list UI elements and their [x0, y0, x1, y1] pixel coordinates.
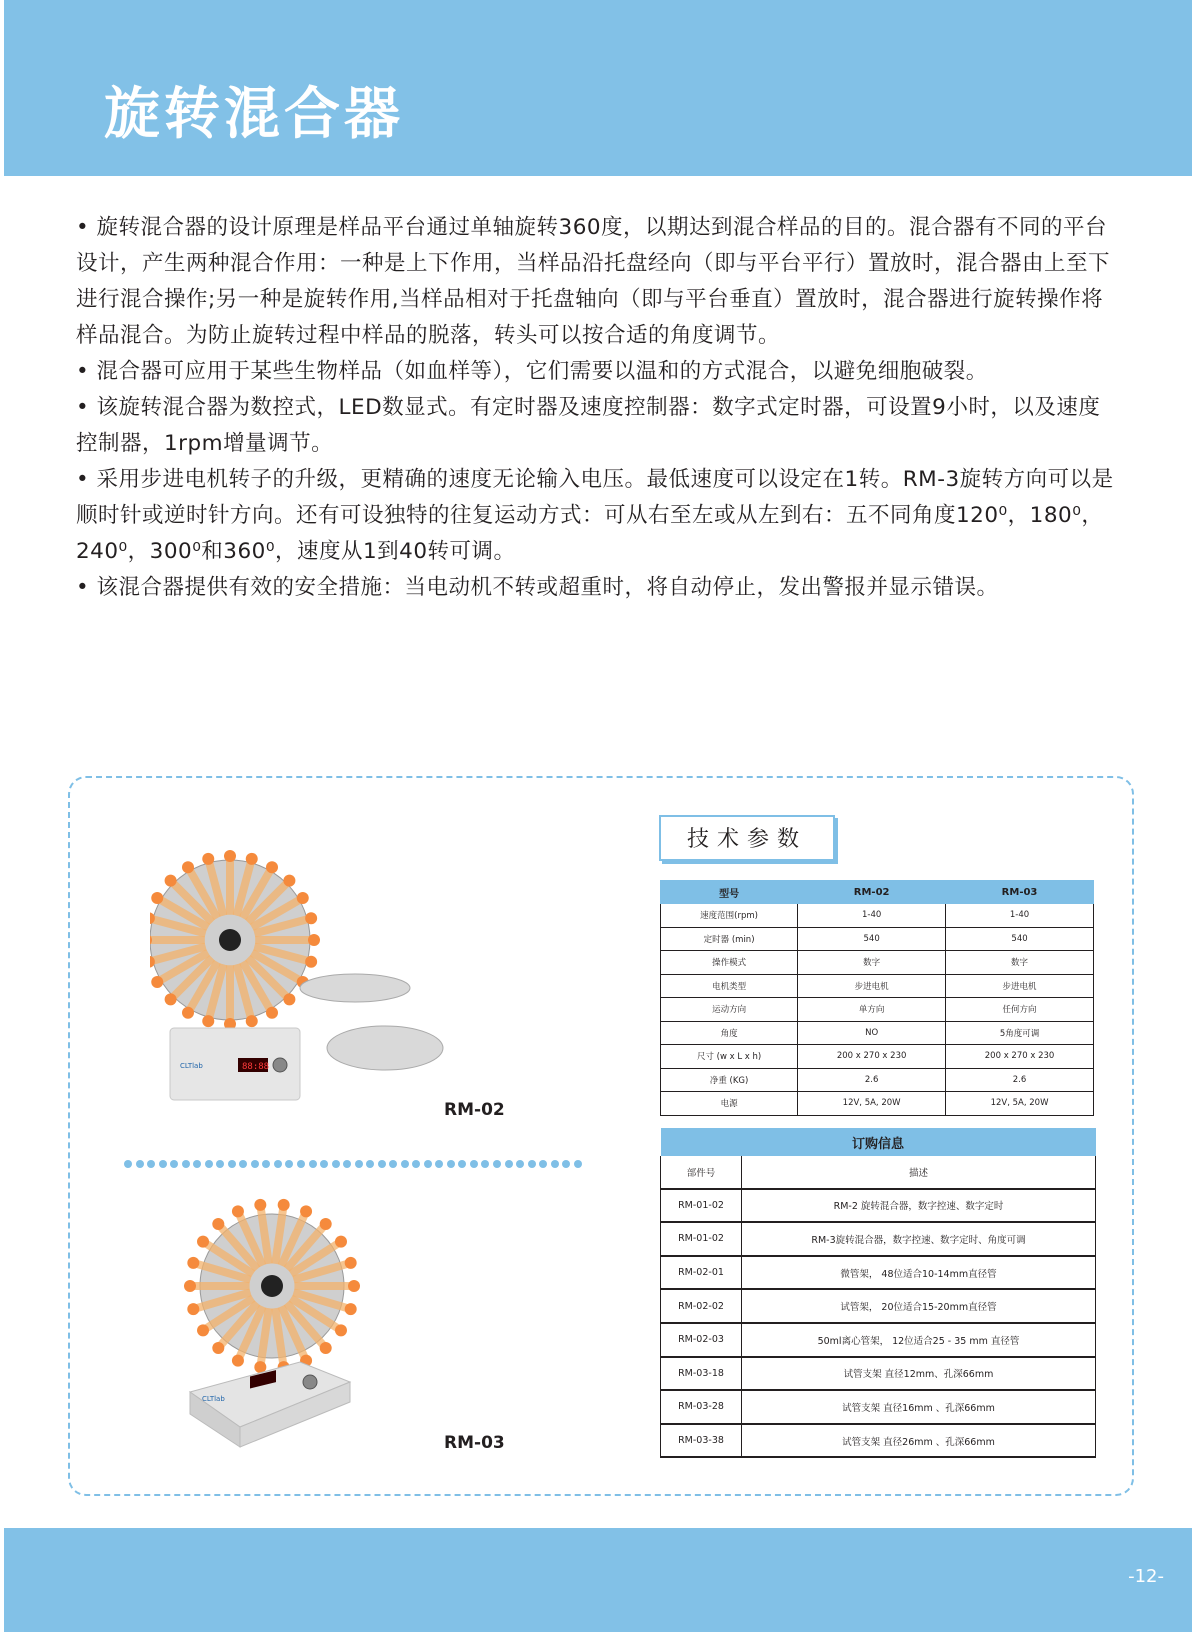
spec-cell: 540	[798, 927, 946, 951]
divider-dot	[124, 1160, 132, 1168]
spec-cell: 1-40	[946, 904, 1094, 928]
tube-cap	[345, 1303, 357, 1315]
spec-cell: 数字	[946, 951, 1094, 975]
spec-cell: 定时器 (min)	[661, 927, 798, 951]
tube-cap	[232, 1355, 244, 1367]
intro-paragraph: • 该混合器提供有效的安全措施：当电动机不转或超重时，将自动停止，发出警报并显示错误。	[76, 575, 999, 600]
tube-cap	[224, 850, 236, 862]
tube-cap	[345, 1257, 357, 1269]
divider-dot	[239, 1160, 247, 1168]
tube-cap	[197, 1324, 209, 1336]
divider-dot	[228, 1160, 236, 1168]
table-row	[661, 1289, 1096, 1323]
divider-dot	[505, 1160, 513, 1168]
tube-cap	[283, 993, 295, 1005]
spec-cell: 12V, 5A, 20W	[798, 1092, 946, 1116]
rm03-brand-logo: CLTlab	[202, 1395, 225, 1403]
spec-cell: 单方向	[798, 998, 946, 1022]
divider-dot	[170, 1160, 178, 1168]
divider-dot	[435, 1160, 443, 1168]
table-row	[661, 1189, 1096, 1223]
page-title: 旋转混合器	[104, 82, 404, 147]
spec-table	[660, 880, 1094, 1116]
rm02-brand-logo: CLTlab	[180, 1062, 203, 1070]
tube-cap	[297, 892, 309, 904]
order-table	[660, 1128, 1096, 1458]
tube-cap	[266, 861, 278, 873]
spec-header-row	[661, 881, 1094, 904]
spec-cell: 5角度可调	[946, 1021, 1094, 1045]
divider-dot	[562, 1160, 570, 1168]
spec-cell: 运动方向	[661, 998, 798, 1022]
table-row	[661, 1357, 1096, 1391]
divider-dot	[205, 1160, 213, 1168]
tube-cap	[283, 875, 295, 887]
rotor-knob	[261, 1275, 283, 1297]
tube-cap	[202, 1015, 214, 1027]
divider-dot	[539, 1160, 547, 1168]
tube-cap	[184, 1280, 196, 1292]
divider-dot	[136, 1160, 144, 1168]
spec-cell: 尺寸 (w x L x h)	[661, 1045, 798, 1069]
table-row	[661, 927, 1094, 951]
table-row	[661, 998, 1094, 1022]
spec-header-cell: 型号	[661, 881, 798, 904]
divider-dot	[182, 1160, 190, 1168]
divider-dot	[470, 1160, 478, 1168]
rm03-label: RM-03	[444, 1433, 505, 1453]
order-cell: 微管架， 48位适合10-14mm直径管	[742, 1256, 1096, 1290]
rm02-product-image	[150, 848, 450, 1108]
header-band	[4, 0, 1192, 176]
tube-cap	[165, 875, 177, 887]
spec-cell: 2.6	[798, 1068, 946, 1092]
order-cell: RM-01-02	[661, 1222, 742, 1256]
svg-text:88:88: 88:88	[242, 1062, 270, 1072]
divider-dot	[481, 1160, 489, 1168]
table-row	[661, 951, 1094, 975]
tube-cap	[212, 1218, 224, 1230]
tube-cap	[246, 1015, 258, 1027]
divider-dot	[193, 1160, 201, 1168]
tube-cap	[278, 1199, 290, 1211]
order-cell: 试管支架 直径16mm 、孔深66mm	[742, 1390, 1096, 1424]
spec-cell: NO	[798, 1021, 946, 1045]
spec-cell: 200 x 270 x 230	[798, 1045, 946, 1069]
tube-cap	[187, 1303, 199, 1315]
order-cell: RM-03-28	[661, 1390, 742, 1424]
divider-dot	[366, 1160, 374, 1168]
divider-dot	[447, 1160, 455, 1168]
tube-cap	[266, 1007, 278, 1019]
rm02-rotor	[150, 850, 320, 1030]
table-row	[661, 974, 1094, 998]
tube-cap	[320, 1218, 332, 1230]
table-row	[661, 1092, 1094, 1116]
spec-header-cell: RM-02	[798, 881, 946, 904]
table-row	[661, 1045, 1094, 1069]
tube-cap	[348, 1280, 360, 1292]
table-row	[661, 1323, 1096, 1357]
tube-cap	[335, 1236, 347, 1248]
divider-dot	[251, 1160, 259, 1168]
tube-cap	[182, 1007, 194, 1019]
tube-cap	[182, 861, 194, 873]
divider-dot	[147, 1160, 155, 1168]
divider-dot	[389, 1160, 397, 1168]
table-row	[661, 1424, 1096, 1458]
tube-cap	[151, 892, 163, 904]
spec-cell: 1-40	[798, 904, 946, 928]
spec-cell: 步进电机	[798, 974, 946, 998]
spec-cell: 步进电机	[946, 974, 1094, 998]
table-row	[661, 1390, 1096, 1424]
table-row	[661, 1068, 1094, 1092]
spec-cell: 200 x 270 x 230	[946, 1045, 1094, 1069]
table-row	[661, 1222, 1096, 1256]
order-cell: RM-03-38	[661, 1424, 742, 1458]
tube-cap	[232, 1205, 244, 1217]
tube-cap	[246, 853, 258, 865]
order-cell: RM-3旋转混合器，数字控速、数字定时、角度可调	[742, 1222, 1096, 1256]
divider-dot	[297, 1160, 305, 1168]
order-header-row	[661, 1156, 1096, 1189]
tube-cap	[300, 1205, 312, 1217]
divider-dot	[332, 1160, 340, 1168]
table-row	[661, 1021, 1094, 1045]
spec-title: 技术参数	[659, 815, 835, 861]
order-cell: 试管支架 直径26mm 、孔深66mm	[742, 1424, 1096, 1458]
divider-dot	[551, 1160, 559, 1168]
table-row	[661, 1256, 1096, 1290]
tube-cap	[202, 853, 214, 865]
intro-paragraph: • 混合器可应用于某些生物样品（如血样等），它们需要以温和的方式混合，以避免细胞破裂。	[76, 359, 988, 384]
tube-cap	[335, 1324, 347, 1336]
tube-cap	[305, 912, 317, 924]
divider-dot	[320, 1160, 328, 1168]
divider-dot	[378, 1160, 386, 1168]
order-header-cell: 部件号	[661, 1156, 742, 1189]
divider-dot	[458, 1160, 466, 1168]
tube-cap	[212, 1342, 224, 1354]
divider-dot	[574, 1160, 582, 1168]
tube-cap	[305, 956, 317, 968]
divider-dot	[412, 1160, 420, 1168]
spec-cell: 数字	[798, 951, 946, 975]
divider-dot	[274, 1160, 282, 1168]
divider-dot	[424, 1160, 432, 1168]
spec-cell: 操作模式	[661, 951, 798, 975]
spec-cell: 12V, 5A, 20W	[946, 1092, 1094, 1116]
divider-dot	[262, 1160, 270, 1168]
spec-header-cell: RM-03	[946, 881, 1094, 904]
tube-cap	[165, 993, 177, 1005]
order-cell: RM-02-03	[661, 1323, 742, 1357]
order-title-row	[661, 1128, 1096, 1156]
order-header-cell: 描述	[742, 1156, 1096, 1189]
spec-cell: 角度	[661, 1021, 798, 1045]
tube-cap	[187, 1257, 199, 1269]
order-cell: 试管架， 20位适合15-20mm直径管	[742, 1289, 1096, 1323]
spec-cell: 电机类型	[661, 974, 798, 998]
spec-cell: 速度范围(rpm)	[661, 904, 798, 928]
order-cell: RM-01-02	[661, 1189, 742, 1223]
spec-cell: 2.6	[946, 1068, 1094, 1092]
tube-cap	[308, 934, 320, 946]
order-cell: RM-03-18	[661, 1357, 742, 1391]
divider-dot	[493, 1160, 501, 1168]
order-cell: 试管支架 直径12mm、孔深66mm	[742, 1357, 1096, 1391]
spec-cell: 540	[946, 927, 1094, 951]
rotor-knob	[219, 929, 241, 951]
dotted-divider	[124, 1160, 582, 1170]
order-cell: RM-02-02	[661, 1289, 742, 1323]
intro-paragraph: • 采用步进电机转子的升级，更精确的速度无论输入电压。最低速度可以设定在1转。RM-3旋转方向可以是顺时针或逆时针方向。还有可设独特的往复运动方式：可从右至左或从左到右：五不同角度120⁰，180⁰，240⁰，300⁰和360⁰，速度从1到40转可调。	[76, 467, 1114, 564]
tube-cap	[151, 976, 163, 988]
divider-dot	[309, 1160, 317, 1168]
order-cell: RM-2 旋转混合器，数字控速、数字定时	[742, 1189, 1096, 1223]
intro-text	[76, 210, 1116, 606]
footer-band	[4, 1528, 1192, 1632]
divider-dot	[216, 1160, 224, 1168]
table-row	[661, 904, 1094, 928]
divider-dot	[355, 1160, 363, 1168]
divider-dot	[528, 1160, 536, 1168]
intro-paragraph: • 该旋转混合器为数控式，LED数显式。有定时器及速度控制器：数字式定时器，可设置9小时，以及速度控制器，1rpm增量调节。	[76, 395, 1101, 456]
divider-dot	[343, 1160, 351, 1168]
intro-paragraph: • 旋转混合器的设计原理是样品平台通过单轴旋转360度，以期达到混合样品的目的。混合器有不同的平台设计，产生两种混合作用：一种是上下作用，当样品沿托盘经向（即与平台平行）置放时，混合器由上至下进行混合操作;另一种是旋转作用,当样品相对于托盘轴向（即与平台垂直）置放时，混合器进行旋转操作将样品混合。为防止旋转过程中样品的脱落，转头可以按合适的角度调节。	[76, 215, 1111, 348]
spec-cell: 净重 (KG)	[661, 1068, 798, 1092]
page-number: -12-	[1128, 1566, 1164, 1587]
divider-dot	[159, 1160, 167, 1168]
tube-cap	[197, 1236, 209, 1248]
order-cell: 50ml离心管架， 12位适合25 - 35 mm 直径管	[742, 1323, 1096, 1357]
rm03-product-image	[180, 1182, 420, 1452]
order-title: 订购信息	[661, 1128, 1096, 1156]
rm02-label: RM-02	[444, 1100, 505, 1120]
spec-cell: 任何方向	[946, 998, 1094, 1022]
order-cell: RM-02-01	[661, 1256, 742, 1290]
tube-cap	[320, 1342, 332, 1354]
divider-dot	[285, 1160, 293, 1168]
spec-cell: 电源	[661, 1092, 798, 1116]
divider-dot	[401, 1160, 409, 1168]
divider-dot	[516, 1160, 524, 1168]
tube-cap	[254, 1199, 266, 1211]
